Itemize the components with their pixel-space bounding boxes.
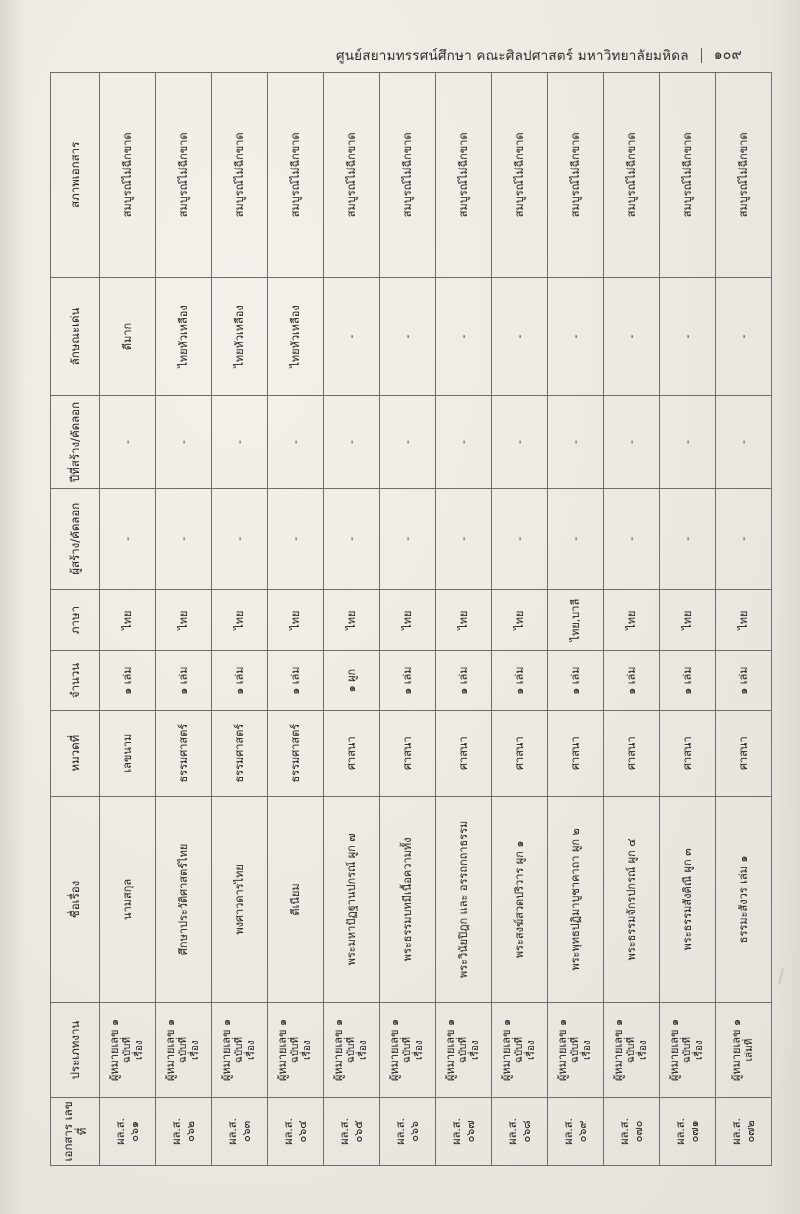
cell-language: ไทย bbox=[156, 589, 212, 651]
table-body bbox=[100, 73, 772, 1166]
document-number: ๐๖๑ bbox=[127, 1121, 141, 1142]
cell-status: สมบูรณ์ไม่ฉีกขาด bbox=[100, 73, 156, 278]
col-header-qty: จำนวน bbox=[51, 651, 100, 710]
cell-quantity: ๑ เล่ม bbox=[660, 651, 716, 710]
cell-maker: - bbox=[268, 488, 324, 589]
col-header-status: สภาพเอกสาร bbox=[51, 73, 100, 278]
cell-type bbox=[492, 1003, 548, 1098]
document-prefix: ผล.ส. bbox=[169, 1117, 183, 1145]
cell-category: ศาสนา bbox=[716, 710, 772, 796]
cell-quantity: ๑ เล่ม bbox=[716, 651, 772, 710]
cell-type bbox=[660, 1003, 716, 1098]
cell-year: - bbox=[716, 396, 772, 488]
type-line: ผู้หมายเลข ๑ bbox=[556, 1019, 570, 1082]
cell-quantity: ๑ เล่ม bbox=[100, 651, 156, 710]
type-line: ผู้หมายเลข ๑ bbox=[108, 1019, 122, 1082]
cell-note: ไทยหัวเหลือง bbox=[212, 277, 268, 396]
document-number: ๐๖๓ bbox=[239, 1120, 253, 1143]
type-line: ผู้หมายเลข ๑ bbox=[388, 1019, 402, 1082]
type-line: ผู้หมายเลข ๑ bbox=[612, 1019, 626, 1082]
cell-year: - bbox=[660, 396, 716, 488]
cell-status: สมบูรณ์ไม่ฉีกขาด bbox=[380, 73, 436, 278]
cell-title: ดีเนียม bbox=[268, 796, 324, 1003]
scan-artifact bbox=[778, 968, 784, 984]
header-institution: ศูนย์สยามทรรศน์ศึกษา คณะศิลปศาสตร์ มหาวิทยาลัยมหิดล bbox=[335, 48, 689, 64]
col-header-lang: ภาษา bbox=[51, 589, 100, 651]
cell-language: ไทย bbox=[436, 589, 492, 651]
table-row bbox=[492, 73, 548, 1166]
cell-type bbox=[716, 1003, 772, 1098]
table-row bbox=[156, 73, 212, 1166]
cell-quantity: ๑ ผูก bbox=[324, 651, 380, 710]
cell-status: สมบูรณ์ไม่ฉีกขาด bbox=[492, 73, 548, 278]
cell-note: - bbox=[548, 277, 604, 396]
cell-maker: - bbox=[660, 488, 716, 589]
rotated-table-area bbox=[50, 72, 757, 1166]
cell-quantity: ๑ เล่ม bbox=[156, 651, 212, 710]
cell-quantity: ๑ เล่ม bbox=[492, 651, 548, 710]
col-header-year: ปีที่สร้าง/คัดลอก bbox=[51, 396, 100, 488]
cell-note: ไทยหัวเหลือง bbox=[156, 277, 212, 396]
table-row bbox=[324, 73, 380, 1166]
type-line: ผู้หมายเลข ๑ bbox=[276, 1019, 290, 1082]
cell-document-id bbox=[492, 1097, 548, 1165]
cell-language: ไทย bbox=[492, 589, 548, 651]
cell-note: ไทยหัวเหลือง bbox=[268, 277, 324, 396]
document-prefix: ผล.ส. bbox=[617, 1117, 631, 1145]
table-row bbox=[548, 73, 604, 1166]
type-line: เรื่อง bbox=[134, 1040, 146, 1060]
type-line: เรื่อง bbox=[582, 1040, 594, 1060]
document-prefix: ผล.ส. bbox=[561, 1117, 575, 1145]
document-number: ๐๗๒ bbox=[743, 1120, 757, 1143]
type-line: เรื่อง bbox=[470, 1040, 482, 1060]
cell-quantity: ๑ เล่ม bbox=[268, 651, 324, 710]
cell-category: ธรรมศาสตร์ bbox=[156, 710, 212, 796]
cell-document-id bbox=[660, 1097, 716, 1165]
cell-title: ธรรมะสังวร เล่ม ๑ bbox=[716, 796, 772, 1003]
table-row bbox=[100, 73, 156, 1166]
cell-document-id bbox=[604, 1097, 660, 1165]
page-number: ๑๐๙ bbox=[713, 47, 742, 63]
cell-type bbox=[436, 1003, 492, 1098]
cell-note: - bbox=[604, 277, 660, 396]
type-line: ฉบับที่ bbox=[457, 1037, 469, 1064]
cell-quantity: ๑ เล่ม bbox=[548, 651, 604, 710]
col-header-cat: หมวดที่ bbox=[51, 710, 100, 796]
cell-category: ศาสนา bbox=[604, 710, 660, 796]
table-row bbox=[268, 73, 324, 1166]
cell-quantity: ๑ เล่ม bbox=[212, 651, 268, 710]
cell-status: สมบูรณ์ไม่ฉีกขาด bbox=[604, 73, 660, 278]
type-line: ฉบับที่ bbox=[625, 1037, 637, 1064]
type-line: ผู้หมายเลข ๑ bbox=[164, 1019, 178, 1082]
cell-type bbox=[604, 1003, 660, 1098]
cell-maker: - bbox=[324, 488, 380, 589]
type-line: ผู้หมายเลข ๑ bbox=[668, 1019, 682, 1082]
running-header bbox=[336, 44, 742, 66]
document-prefix: ผล.ส. bbox=[393, 1117, 407, 1145]
cell-category: เลขนาม bbox=[100, 710, 156, 796]
cell-type bbox=[324, 1003, 380, 1098]
document-prefix: ผล.ส. bbox=[729, 1117, 743, 1145]
table-row bbox=[380, 73, 436, 1166]
type-line: ฉบับที่ bbox=[289, 1037, 301, 1064]
cell-language: ไทย bbox=[324, 589, 380, 651]
cell-type bbox=[268, 1003, 324, 1098]
cell-language: ไทย bbox=[604, 589, 660, 651]
type-line: เรื่อง bbox=[694, 1040, 706, 1060]
type-line: เรื่อง bbox=[302, 1040, 314, 1060]
col-header-type: ประเภทงาน bbox=[51, 1003, 100, 1098]
type-line: ฉบับที่ bbox=[233, 1037, 245, 1064]
cell-document-id bbox=[380, 1097, 436, 1165]
cell-status: สมบูรณ์ไม่ฉีกขาด bbox=[660, 73, 716, 278]
type-line: ฉบับที่ bbox=[177, 1037, 189, 1064]
cell-category: ศาสนา bbox=[548, 710, 604, 796]
document-number: ๐๖๒ bbox=[183, 1120, 197, 1142]
cell-title: พระธรรมบทมีเนื้อความทั้ง bbox=[380, 796, 436, 1003]
cell-status: สมบูรณ์ไม่ฉีกขาด bbox=[548, 73, 604, 278]
type-line: ผู้หมายเลข ๑ bbox=[500, 1019, 514, 1082]
cell-year: - bbox=[268, 396, 324, 488]
table-row bbox=[436, 73, 492, 1166]
cell-document-id bbox=[212, 1097, 268, 1165]
cell-language: ไทย bbox=[380, 589, 436, 651]
cell-maker: - bbox=[436, 488, 492, 589]
document-number: ๐๗๐ bbox=[631, 1120, 645, 1143]
cell-maker: - bbox=[604, 488, 660, 589]
type-line: เรื่อง bbox=[414, 1040, 426, 1060]
cell-type bbox=[380, 1003, 436, 1098]
cell-year: - bbox=[156, 396, 212, 488]
cell-year: - bbox=[212, 396, 268, 488]
cell-status: สมบูรณ์ไม่ฉีกขาด bbox=[212, 73, 268, 278]
type-line: เรื่อง bbox=[246, 1040, 258, 1060]
document-prefix: ผล.ส. bbox=[505, 1117, 519, 1145]
cell-year: - bbox=[324, 396, 380, 488]
col-header-note: ลักษณะเด่น bbox=[51, 277, 100, 396]
type-line: ผู้หมายเลข ๑ bbox=[444, 1019, 458, 1082]
cell-year: - bbox=[548, 396, 604, 488]
col-header-maker: ผู้สร้าง/คัดลอก bbox=[51, 488, 100, 589]
document-prefix: ผล.ส. bbox=[281, 1117, 295, 1145]
type-line: เรื่อง bbox=[358, 1040, 370, 1060]
cell-note: - bbox=[492, 277, 548, 396]
cell-title: พระมหาปัฏฐานปกรณ์ ผูก ๗ bbox=[324, 796, 380, 1003]
cell-quantity: ๑ เล่ม bbox=[436, 651, 492, 710]
document-number: ๐๖๖ bbox=[407, 1121, 421, 1142]
cell-status: สมบูรณ์ไม่ฉีกขาด bbox=[716, 73, 772, 278]
cell-status: สมบูรณ์ไม่ฉีกขาด bbox=[268, 73, 324, 278]
cell-document-id bbox=[100, 1097, 156, 1165]
type-line: ผู้หมายเลข ๑ bbox=[220, 1019, 234, 1082]
cell-category: ศาสนา bbox=[436, 710, 492, 796]
cell-status: สมบูรณ์ไม่ฉีกขาด bbox=[156, 73, 212, 278]
cell-language: ไทย bbox=[716, 589, 772, 651]
cell-note: - bbox=[660, 277, 716, 396]
document-number: ๐๖๙ bbox=[575, 1120, 589, 1143]
cell-maker: - bbox=[156, 488, 212, 589]
cell-category: ธรรมศาสตร์ bbox=[212, 710, 268, 796]
cell-document-id bbox=[716, 1097, 772, 1165]
cell-title: พระสงฆ์สวดปริวาร ผูก ๑ bbox=[492, 796, 548, 1003]
cell-type bbox=[156, 1003, 212, 1098]
cell-category: ธรรมศาสตร์ bbox=[268, 710, 324, 796]
type-line: เล่มที่ bbox=[744, 1038, 756, 1062]
document-number: ๐๖๔ bbox=[295, 1120, 309, 1143]
cell-type bbox=[212, 1003, 268, 1098]
document-prefix: ผล.ส. bbox=[225, 1117, 239, 1145]
type-line: เรื่อง bbox=[190, 1040, 202, 1060]
cell-maker: - bbox=[492, 488, 548, 589]
document-prefix: ผล.ส. bbox=[113, 1117, 127, 1145]
cell-language: ไทย bbox=[212, 589, 268, 651]
cell-document-id bbox=[436, 1097, 492, 1165]
cell-note: - bbox=[716, 277, 772, 396]
cell-document-id bbox=[268, 1097, 324, 1165]
cell-title: พระวินัยปิฎก และ อรรถกถาธรรม bbox=[436, 796, 492, 1003]
cell-language: ไทย bbox=[100, 589, 156, 651]
type-line: เรื่อง bbox=[526, 1040, 538, 1060]
table-row bbox=[212, 73, 268, 1166]
cell-note: - bbox=[324, 277, 380, 396]
document-number: ๐๖๕ bbox=[351, 1120, 365, 1143]
cell-year: - bbox=[436, 396, 492, 488]
cell-type bbox=[100, 1003, 156, 1098]
cell-category: ศาสนา bbox=[492, 710, 548, 796]
col-header-title: ชื่อเรื่อง bbox=[51, 796, 100, 1003]
col-header-doc: เอกสาร เลขที่ bbox=[51, 1097, 100, 1165]
cell-note: - bbox=[436, 277, 492, 396]
cell-category: ศาสนา bbox=[324, 710, 380, 796]
table-row bbox=[716, 73, 772, 1166]
type-line: ฉบับที่ bbox=[121, 1037, 133, 1064]
cell-title: พระธรรมจักรปกรณ์ ผูก ๔ bbox=[604, 796, 660, 1003]
cell-category: ศาสนา bbox=[660, 710, 716, 796]
cell-year: - bbox=[492, 396, 548, 488]
manuscript-inventory-table bbox=[50, 72, 772, 1166]
document-number: ๐๖๗ bbox=[463, 1120, 477, 1143]
document-prefix: ผล.ส. bbox=[449, 1117, 463, 1145]
cell-maker: - bbox=[100, 488, 156, 589]
table-row bbox=[604, 73, 660, 1166]
header-separator bbox=[701, 48, 702, 63]
cell-year: - bbox=[380, 396, 436, 488]
cell-note: - bbox=[380, 277, 436, 396]
type-line: ฉบับที่ bbox=[401, 1037, 413, 1064]
document-prefix: ผล.ส. bbox=[337, 1117, 351, 1145]
document-number: ๐๗๑ bbox=[687, 1120, 701, 1143]
type-line: ฉบับที่ bbox=[345, 1037, 357, 1064]
cell-document-id bbox=[156, 1097, 212, 1165]
type-line: ฉบับที่ bbox=[569, 1037, 581, 1064]
document-number: ๐๖๘ bbox=[519, 1120, 533, 1143]
cell-language: ไทย bbox=[660, 589, 716, 651]
cell-year: - bbox=[604, 396, 660, 488]
cell-maker: - bbox=[548, 488, 604, 589]
cell-category: ศาสนา bbox=[380, 710, 436, 796]
type-line: ฉบับที่ bbox=[681, 1037, 693, 1064]
type-line: เรื่อง bbox=[638, 1040, 650, 1060]
document-prefix: ผล.ส. bbox=[673, 1117, 687, 1145]
cell-title: พระพุทธปฏิมาบูชาคาถา ผูก ๒ bbox=[548, 796, 604, 1003]
cell-note: ดีมาก bbox=[100, 277, 156, 396]
cell-title: ศึกษาประวัติศาสตร์ไทย bbox=[156, 796, 212, 1003]
cell-title: พระธรรมสังคิณี ผูก ๓ bbox=[660, 796, 716, 1003]
cell-maker: - bbox=[212, 488, 268, 589]
cell-maker: - bbox=[380, 488, 436, 589]
cell-language: ไทย,บาลี bbox=[548, 589, 604, 651]
table-row bbox=[660, 73, 716, 1166]
cell-title: นามสกุล bbox=[100, 796, 156, 1003]
cell-maker: - bbox=[716, 488, 772, 589]
cell-year: - bbox=[100, 396, 156, 488]
cell-status: สมบูรณ์ไม่ฉีกขาด bbox=[324, 73, 380, 278]
cell-quantity: ๑ เล่ม bbox=[604, 651, 660, 710]
type-line: ฉบับที่ bbox=[513, 1037, 525, 1064]
cell-document-id bbox=[548, 1097, 604, 1165]
table-header-row bbox=[51, 73, 100, 1166]
cell-language: ไทย bbox=[268, 589, 324, 651]
type-line: ผู้หมายเลข ๑ bbox=[332, 1019, 346, 1082]
cell-document-id bbox=[324, 1097, 380, 1165]
cell-title: พงศาวดารไทย bbox=[212, 796, 268, 1003]
cell-status: สมบูรณ์ไม่ฉีกขาด bbox=[436, 73, 492, 278]
cell-quantity: ๑ เล่ม bbox=[380, 651, 436, 710]
type-line: ผู้หมายเลข ๑ bbox=[730, 1019, 744, 1082]
cell-type bbox=[548, 1003, 604, 1098]
